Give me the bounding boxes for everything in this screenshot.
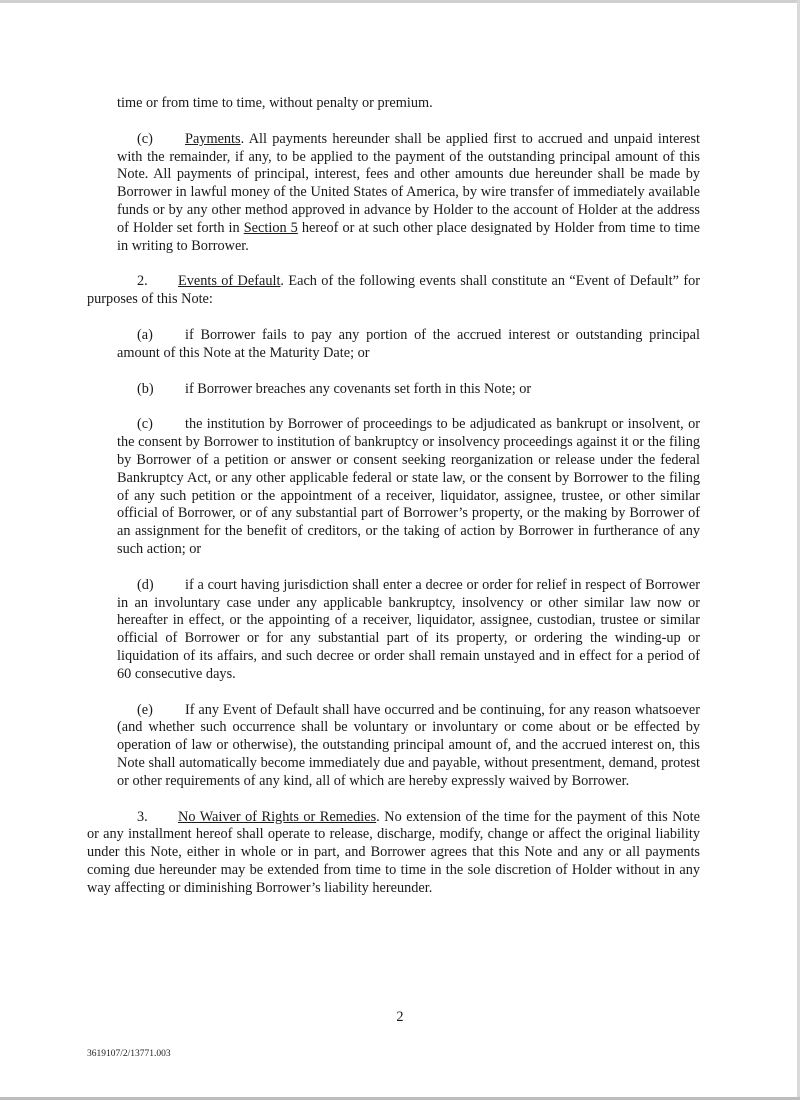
item-a-label: (a) <box>137 326 153 343</box>
item-b-paragraph <box>117 381 700 399</box>
item-d-text: if a court having jurisdiction shall enter a decree or order for relief in respect of Borrower in an involuntary case under any applicable bankruptcy, insolvency or other similar law now or hereafter in effect, or the appointing of a receiver, liquidator, assignee, custodian, trustee or similar official of Borrower or for any substantial part of its property, or ordering the winding-up or liquidation of its affairs, and such decree or order shall remain unstayed and in effect for a period of 60 consecutive days. <box>117 576 700 682</box>
payments-label: (c) <box>137 130 153 147</box>
item-e-paragraph <box>117 702 700 791</box>
scan-edge-top <box>0 0 800 3</box>
item-b-text: if Borrower breaches any covenants set forth in this Note; or <box>185 380 532 397</box>
item-d-label: (d) <box>137 576 154 593</box>
payments-heading: Payments <box>185 130 241 147</box>
no-waiver-text: . No extension of the time for the payment of this Note or any installment hereof shall operate to release, discharge, modify, change or affect the original liability under this Note, either in whole or in part, and Borrower agrees that this Note and any or all payments coming due hereunder may be extended from time to time in the sole discretion of Holder without in any way affecting or diminishing Borrower’s liability hereunder. <box>87 808 700 896</box>
item-e-text: If any Event of Default shall have occurred and be continuing, for any reason whatsoever (and whether such occurrence shall be voluntary or involuntary or come about or be effected by operation of law or otherwise), the outstanding principal amount of, and the accrued interest on, this Note shall automatically become immediately due and payable, without presentment, demand, protest or other requirements of any kind, all of which are hereby expressly waived by Borrower. <box>117 701 700 789</box>
payments-text-2: hereof or at such other place designated by Holder from time to time in writing to Borrower. <box>117 219 701 254</box>
document-body <box>87 95 701 897</box>
payments-text-1: . All payments hereunder shall be applied first to accrued and unpaid interest with the remainder, if any, to be applied to the payment of the outstanding principal amount of this Note. All payments of principal, interest, fees and other amounts due hereunder shall be made by Borrower in lawful money of the United States of America, by wire transfer of immediately available funds or by any other method approved in advance by Holder to the account of Holder at the address of Holder set forth in <box>117 130 700 236</box>
item-c-text: the institution by Borrower of proceedings to be adjudicated as bankrupt or insolvent, or the consent by Borrower to institution of bankruptcy or insolvency proceedings against it or the filing by Borrower of a petition or answer or consent seeking reorganization or release under the federal Bankruptcy Act, or any other applicable federal or state law, or the consent by Borrower to the filing of any such petition or the appointment of a receiver, liquidator, assignee, trustee, or other similar official of Borrower, or of any substantial part of Borrower’s property, or the making by Borrower of an assignment for the benefit of creditors, or the taking of action by Borrower in furtherance of any such action; or <box>117 416 700 557</box>
no-waiver-heading: No Waiver of Rights or Remedies <box>178 808 377 825</box>
events-of-default-paragraph <box>87 273 700 309</box>
section-2-number: 2. <box>137 273 148 290</box>
section-3-number: 3. <box>137 808 148 825</box>
no-waiver-paragraph <box>87 809 700 898</box>
events-of-default-heading: Events of Default <box>178 273 281 290</box>
item-a-paragraph <box>117 327 700 363</box>
item-b-label: (b) <box>137 380 154 397</box>
section-5-reference: Section 5 <box>243 219 298 236</box>
item-c-label: (c) <box>137 416 153 433</box>
payments-paragraph <box>117 131 700 256</box>
item-d-paragraph <box>117 577 700 684</box>
document-code: 3619107/2/13771.003 <box>87 1049 171 1059</box>
page-number: 2 <box>396 1009 404 1025</box>
item-c-paragraph <box>117 416 700 558</box>
item-e-label: (e) <box>137 701 153 718</box>
carryover-paragraph: time or from time to time, without penalty or premium. <box>117 95 433 111</box>
events-of-default-text: . Each of the following events shall constitute an “Event of Default” for purposes of this Note: <box>87 273 700 308</box>
item-a-text: if Borrower fails to pay any portion of the accrued interest or outstanding principal amount of this Note at the Maturity Date; or <box>117 326 700 361</box>
